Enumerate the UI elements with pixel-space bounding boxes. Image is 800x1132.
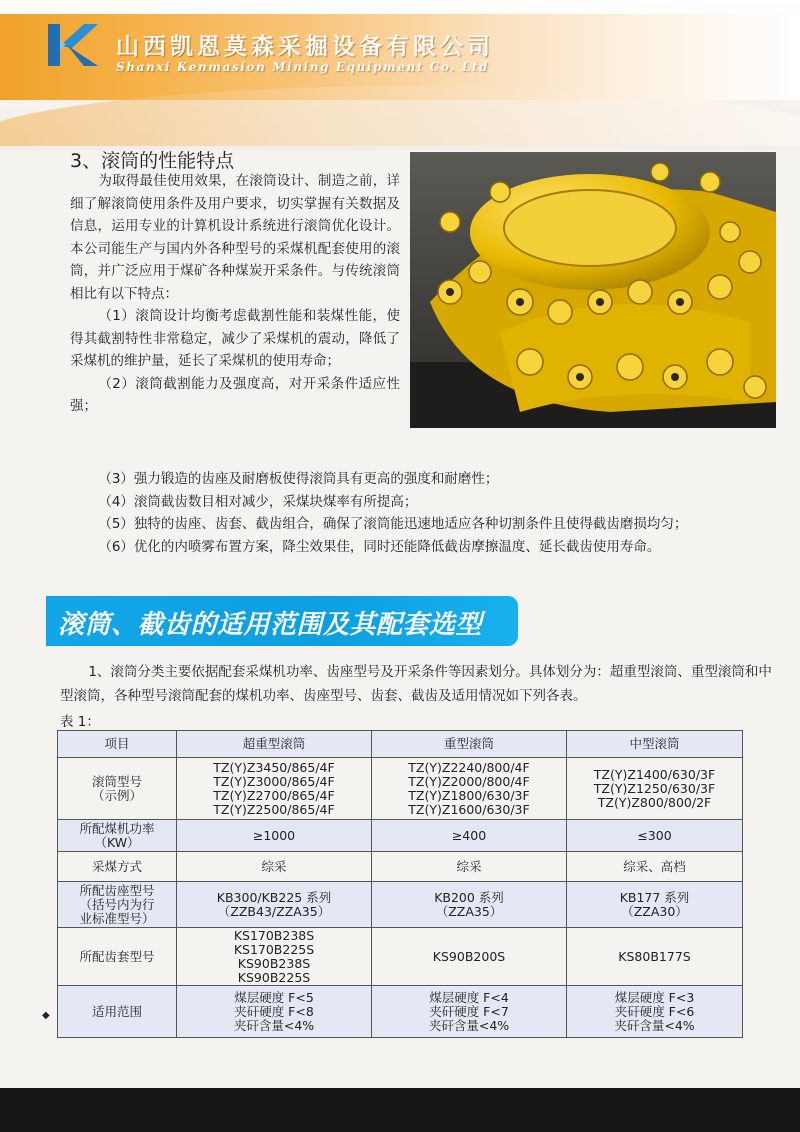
table-row [58, 928, 743, 986]
table-cell: 综采、高档 [567, 852, 743, 882]
banner-title: 滚筒、截齿的适用范围及其配套选型 [58, 610, 483, 640]
classification-paragraph: 1、滚筒分类主要依据配套采煤机功率、齿座型号及开采条件等因素划分。具体划分为：超重型滚筒、重型滚筒和中型滚筒，各种型号滚筒配套的煤机功率、齿座型号、齿套、截齿及适用情况如下列各表。 [60, 664, 772, 704]
feature-item-5: （5）独特的齿座、齿套、截齿组合，确保了滚筒能迅速地适应各种切割条件且使得截齿磨损均匀； [98, 516, 688, 532]
table-row [58, 820, 743, 852]
section-title: 3、滚筒的性能特点 [70, 150, 235, 172]
table-cell: TZ(Y)Z2240/800/4F TZ(Y)Z2000/800/4F TZ(Y)Z1800/630/3F TZ(Y)Z1600/630/3F [372, 758, 567, 820]
table-cell: TZ(Y)Z3450/865/4F TZ(Y)Z3000/865/4F TZ(Y)Z2700/865/4F TZ(Y)Z2500/865/4F [177, 758, 372, 820]
feature-item-4: （4）滚筒截齿数目相对减少，采煤块煤率有所提高； [98, 493, 418, 510]
table-cell: KS170B238S KS170B225S KS90B238S KS90B225S [177, 928, 372, 986]
table-row [58, 758, 743, 820]
feature-item-1: （1）滚筒设计均衡考虑截割性能和装煤性能，使得其截割特性非常稳定，减少了采煤机的震动，降低了采煤机的维护量，延长了采煤机的使用寿命； [70, 308, 400, 369]
company-name-cn: 山西凯恩莫森采掘设备有限公司 [116, 33, 494, 60]
table-cell: ≥1000 [177, 820, 372, 852]
table-header-cell: 中型滚筒 [567, 731, 743, 758]
drum-spec-table [57, 730, 743, 1038]
table-header-cell: 项目 [58, 731, 177, 758]
table-row-label: 滚筒型号 （示例） [58, 758, 177, 820]
table-row [58, 852, 743, 882]
table-label: 表 1： [60, 714, 100, 730]
table-row-label: 适用范围 [58, 986, 177, 1038]
page-header [0, 0, 800, 150]
classification-intro [60, 660, 776, 708]
table-cell: 煤层硬度 F<4 夹矸硬度 F<7 夹矸含量<4% [372, 986, 567, 1038]
section-body-left [70, 170, 400, 418]
feature-item-6: （6）优化的内喷雾布置方案，降尘效果佳，同时还能降低截齿摩擦温度、延长截齿使用寿命。 [98, 538, 661, 555]
table-row-label: 所配煤机功率 （KW） [58, 820, 177, 852]
k-letter-logo-icon [44, 20, 100, 70]
table-cell: KS90B200S [372, 928, 567, 986]
table-header-row [58, 731, 743, 758]
table-cell: 综采 [177, 852, 372, 882]
table-row-label: 所配齿套型号 [58, 928, 177, 986]
coal-shearer-drum-photo [410, 152, 776, 428]
table-cell: 煤层硬度 F<5 夹矸硬度 F<8 夹矸含量<4% [177, 986, 372, 1038]
bottom-dark-bar [0, 1088, 800, 1132]
table-cell: 综采 [372, 852, 567, 882]
table-row-label: 所配齿座型号 （括号内为行 业标准型号） [58, 882, 177, 928]
table-cell: KB177 系列 （ZZA30） [567, 882, 743, 928]
table-header-cell: 超重型滚筒 [177, 731, 372, 758]
table-row-label: 采煤方式 [58, 852, 177, 882]
feature-item-2: （2）滚筒截割能力及强度高，对开采条件适应性强； [70, 375, 400, 414]
table-cell: ≤300 [567, 820, 743, 852]
table-cell: ≥400 [372, 820, 567, 852]
feature-item-3: （3）强力锻造的齿座及耐磨板使得滚筒具有更高的强度和耐磨性； [98, 471, 499, 487]
table-row [58, 882, 743, 928]
margin-bullet-icon: ◆ [42, 1010, 50, 1021]
table-cell: 煤层硬度 F<3 夹矸硬度 F<6 夹矸含量<4% [567, 986, 743, 1038]
table-cell: TZ(Y)Z1400/630/3F TZ(Y)Z1250/630/3F TZ(Y)Z800/800/2F [567, 758, 743, 820]
table-cell: KS80B177S [567, 928, 743, 986]
section-banner [46, 596, 518, 646]
table-cell: KB300/KB225 系列 （ZZB43/ZZA35） [177, 882, 372, 928]
table-header-cell: 重型滚筒 [372, 731, 567, 758]
table-row [58, 986, 743, 1038]
feature-list-full-width [70, 468, 770, 558]
company-name-en: Shanxi Kenmasion Mining Equipment Co. Ltd [116, 60, 490, 74]
table-cell: KB200 系列 （ZZA35） [372, 882, 567, 928]
section-intro-paragraph: 为取得最佳使用效果，在滚筒设计、制造之前，详细了解滚筒使用条件及用户要求，切实掌握有关数据及信息，运用专业的计算机设计系统进行滚筒优化设计。本公司能生产与国内外各种型号的采煤机配套使用的滚筒，并广泛应用于煤矿各种煤炭开采条件。与传统滚筒相比有以下特点： [70, 173, 400, 302]
